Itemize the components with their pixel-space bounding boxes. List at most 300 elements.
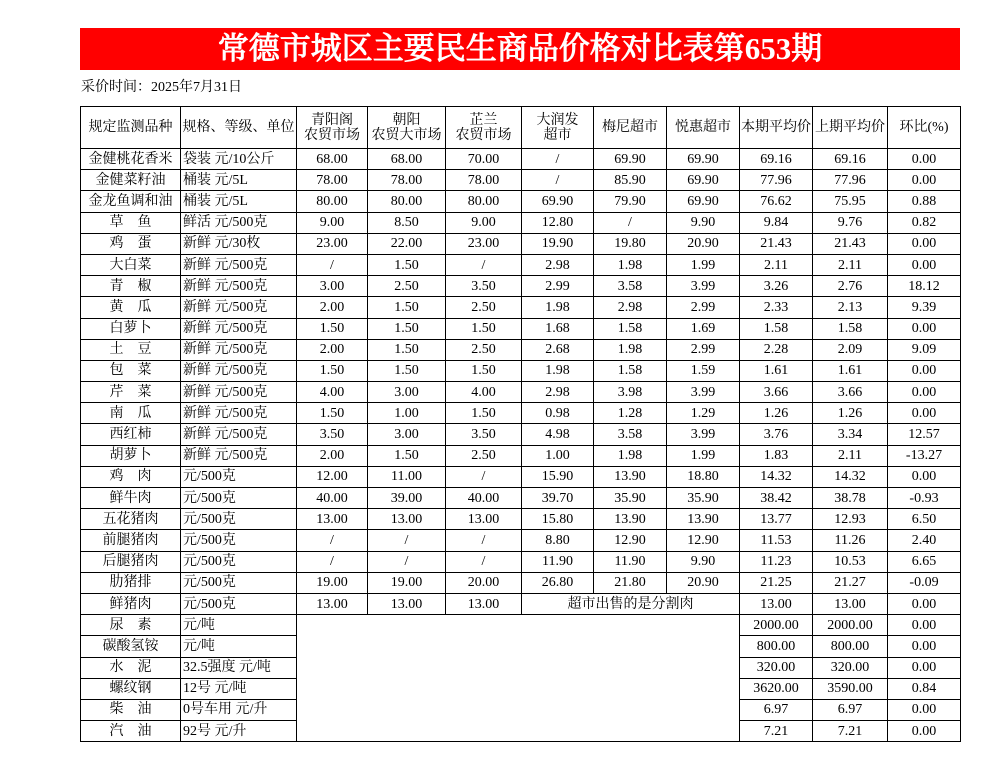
zhilan-market-price: 70.00 <box>446 149 522 170</box>
table-header <box>81 107 961 149</box>
table-row <box>81 276 961 297</box>
qingyangge-market-price: 40.00 <box>297 488 368 509</box>
previous-average-price: 9.76 <box>813 212 888 233</box>
current-average-price: 77.96 <box>740 170 813 191</box>
table-row <box>81 530 961 551</box>
change-percent: 0.88 <box>888 191 961 212</box>
header-qingyangge-market <box>297 107 368 149</box>
chaoyang-market-price: 1.50 <box>368 297 446 318</box>
header-current-average <box>740 107 813 149</box>
rt-mart-price: 1.98 <box>522 360 594 381</box>
zhilan-market-price: 13.00 <box>446 593 522 614</box>
rt-mart-price: 19.90 <box>522 233 594 254</box>
table-row <box>81 170 961 191</box>
spec-unit: 元/500克 <box>181 466 297 487</box>
change-percent: 9.39 <box>888 297 961 318</box>
chaoyang-market-price: 80.00 <box>368 191 446 212</box>
yuehui-supermarket-price: 1.99 <box>667 445 740 466</box>
qingyangge-market-price: 1.50 <box>297 318 368 339</box>
change-percent: 18.12 <box>888 276 961 297</box>
chaoyang-market-price: 13.00 <box>368 509 446 530</box>
current-average-price: 76.62 <box>740 191 813 212</box>
rt-mart-price: 2.99 <box>522 276 594 297</box>
item-name: 金健桃花香米 <box>81 149 181 170</box>
header-monitored-item-label: 规定监测品种 <box>88 120 173 135</box>
item-name: 汽 油 <box>81 721 181 742</box>
previous-average-price: 1.58 <box>813 318 888 339</box>
qingyangge-market-price: 13.00 <box>297 593 368 614</box>
zhilan-market-price: 20.00 <box>446 572 522 593</box>
rt-mart-price: 69.90 <box>522 191 594 212</box>
chaoyang-market-price: 1.50 <box>368 254 446 275</box>
spec-unit: 新鲜 元/500克 <box>181 403 297 424</box>
qingyangge-market-price: 1.50 <box>297 403 368 424</box>
rt-mart-price: 1.00 <box>522 445 594 466</box>
item-name: 鸡 肉 <box>81 466 181 487</box>
previous-average-price: 21.43 <box>813 233 888 254</box>
item-name: 芹 菜 <box>81 382 181 403</box>
meini-supermarket-price: 1.58 <box>594 318 667 339</box>
rt-mart-price: 0.98 <box>522 403 594 424</box>
rt-mart-price: 4.98 <box>522 424 594 445</box>
item-name: 尿 素 <box>81 615 181 636</box>
qingyangge-market-price: 3.50 <box>297 424 368 445</box>
current-average-price: 21.25 <box>740 572 813 593</box>
rt-mart-price: 15.80 <box>522 509 594 530</box>
table-row <box>81 551 961 572</box>
header-rt-mart-label: 超市 <box>543 127 572 143</box>
change-percent: 0.00 <box>888 721 961 742</box>
yuehui-supermarket-price: 9.90 <box>667 212 740 233</box>
yuehui-supermarket-price: 2.99 <box>667 339 740 360</box>
previous-average-price: 12.93 <box>813 509 888 530</box>
yuehui-supermarket-price: 13.90 <box>667 509 740 530</box>
zhilan-market-price: / <box>446 551 522 572</box>
qingyangge-market-price: 12.00 <box>297 466 368 487</box>
change-percent: 0.00 <box>888 233 961 254</box>
previous-average-price: 2.76 <box>813 276 888 297</box>
no-market-data-area <box>297 615 740 742</box>
previous-average-price: 2000.00 <box>813 615 888 636</box>
meini-supermarket-price: 79.90 <box>594 191 667 212</box>
rt-mart-price: 26.80 <box>522 572 594 593</box>
header-rt-mart <box>522 107 594 149</box>
zhilan-market-price: 80.00 <box>446 191 522 212</box>
previous-average-price: 2.13 <box>813 297 888 318</box>
meini-supermarket-price: 13.90 <box>594 509 667 530</box>
header-previous-average-label: 上期平均价 <box>815 120 885 135</box>
yuehui-supermarket-price: 3.99 <box>667 382 740 403</box>
header-change-percent <box>888 107 961 149</box>
chaoyang-market-price: 8.50 <box>368 212 446 233</box>
chaoyang-market-price: 3.00 <box>368 382 446 403</box>
item-name: 青 椒 <box>81 276 181 297</box>
item-name: 五花猪肉 <box>81 509 181 530</box>
spec-unit: 92号 元/升 <box>181 721 297 742</box>
item-name: 金健菜籽油 <box>81 170 181 191</box>
qingyangge-market-price: 2.00 <box>297 445 368 466</box>
current-average-price: 320.00 <box>740 657 813 678</box>
rt-mart-price: 11.90 <box>522 551 594 572</box>
chaoyang-market-price: 22.00 <box>368 233 446 254</box>
change-percent: 0.00 <box>888 636 961 657</box>
table-row <box>81 212 961 233</box>
spec-unit: 元/500克 <box>181 530 297 551</box>
item-name: 后腿猪肉 <box>81 551 181 572</box>
chaoyang-market-price: 2.50 <box>368 276 446 297</box>
yuehui-supermarket-price: 18.80 <box>667 466 740 487</box>
spec-unit: 新鲜 元/500克 <box>181 339 297 360</box>
yuehui-supermarket-price: 35.90 <box>667 488 740 509</box>
meini-supermarket-price: 3.98 <box>594 382 667 403</box>
zhilan-market-price: / <box>446 530 522 551</box>
meini-supermarket-price: 21.80 <box>594 572 667 593</box>
current-average-price: 3620.00 <box>740 678 813 699</box>
zhilan-market-price: 1.50 <box>446 403 522 424</box>
yuehui-supermarket-price: 1.29 <box>667 403 740 424</box>
table-row <box>81 191 961 212</box>
change-percent: 0.00 <box>888 593 961 614</box>
spec-unit: 元/吨 <box>181 636 297 657</box>
previous-average-price: 77.96 <box>813 170 888 191</box>
change-percent: 0.00 <box>888 170 961 191</box>
zhilan-market-price: 40.00 <box>446 488 522 509</box>
change-percent: -0.93 <box>888 488 961 509</box>
spec-unit: 桶装 元/5L <box>181 191 297 212</box>
header-change-percent-label: 环比(%) <box>899 120 949 135</box>
yuehui-supermarket-price: 12.90 <box>667 530 740 551</box>
previous-average-price: 2.11 <box>813 254 888 275</box>
change-percent: 0.00 <box>888 318 961 339</box>
spec-unit: 新鲜 元/30枚 <box>181 233 297 254</box>
change-percent: 6.50 <box>888 509 961 530</box>
header-current-average-label: 本期平均价 <box>741 120 811 135</box>
current-average-price: 2000.00 <box>740 615 813 636</box>
header-qingyangge-market-label: 青阳阁 <box>311 112 353 128</box>
table-row <box>81 593 961 614</box>
current-average-price: 9.84 <box>740 212 813 233</box>
qingyangge-market-price: 3.00 <box>297 276 368 297</box>
rt-mart-price: 2.68 <box>522 339 594 360</box>
table-row <box>81 572 961 593</box>
previous-average-price: 3.66 <box>813 382 888 403</box>
current-average-price: 3.66 <box>740 382 813 403</box>
current-average-price: 1.61 <box>740 360 813 381</box>
meini-supermarket-price: / <box>594 212 667 233</box>
header-rt-mart-label: 大润发 <box>536 112 579 128</box>
previous-average-price: 1.26 <box>813 403 888 424</box>
change-percent: 0.84 <box>888 678 961 699</box>
rt-mart-price: 1.68 <box>522 318 594 339</box>
chaoyang-market-price: 1.50 <box>368 445 446 466</box>
spec-unit: 新鲜 元/500克 <box>181 276 297 297</box>
current-average-price: 11.23 <box>740 551 813 572</box>
meini-supermarket-price: 1.98 <box>594 445 667 466</box>
change-percent: 12.57 <box>888 424 961 445</box>
yuehui-supermarket-price: 1.59 <box>667 360 740 381</box>
yuehui-supermarket-price: 3.99 <box>667 424 740 445</box>
current-average-price: 3.76 <box>740 424 813 445</box>
meini-supermarket-price: 69.90 <box>594 149 667 170</box>
current-average-price: 1.26 <box>740 403 813 424</box>
current-average-price: 2.28 <box>740 339 813 360</box>
change-percent: 0.00 <box>888 699 961 720</box>
previous-average-price: 10.53 <box>813 551 888 572</box>
item-name: 肋猪排 <box>81 572 181 593</box>
header-spec-unit <box>181 107 297 149</box>
change-percent: 0.00 <box>888 149 961 170</box>
zhilan-market-price: 78.00 <box>446 170 522 191</box>
spec-unit: 新鲜 元/500克 <box>181 360 297 381</box>
yuehui-supermarket-price: 69.90 <box>667 191 740 212</box>
current-average-price: 2.33 <box>740 297 813 318</box>
previous-average-price: 6.97 <box>813 699 888 720</box>
previous-average-price: 38.78 <box>813 488 888 509</box>
rt-mart-price: 2.98 <box>522 254 594 275</box>
current-average-price: 6.97 <box>740 699 813 720</box>
spec-unit: 新鲜 元/500克 <box>181 445 297 466</box>
change-percent: 0.00 <box>888 382 961 403</box>
header-meini-supermarket <box>594 107 667 149</box>
title-banner <box>80 28 960 70</box>
meini-supermarket-price: 12.90 <box>594 530 667 551</box>
change-percent: 0.00 <box>888 615 961 636</box>
previous-average-price: 3590.00 <box>813 678 888 699</box>
qingyangge-market-price: 1.50 <box>297 360 368 381</box>
table-row <box>81 233 961 254</box>
item-name: 南 瓜 <box>81 403 181 424</box>
previous-average-price: 75.95 <box>813 191 888 212</box>
qingyangge-market-price: 68.00 <box>297 149 368 170</box>
item-name: 鲜猪肉 <box>81 593 181 614</box>
meini-supermarket-price: 19.80 <box>594 233 667 254</box>
meini-supermarket-price: 3.58 <box>594 424 667 445</box>
survey-date: 采价时间：2025年7月31日 <box>81 80 242 95</box>
previous-average-price: 800.00 <box>813 636 888 657</box>
meini-supermarket-price: 1.58 <box>594 360 667 381</box>
table-row <box>81 254 961 275</box>
spec-unit: 桶装 元/5L <box>181 170 297 191</box>
change-percent: -0.09 <box>888 572 961 593</box>
table-row <box>81 297 961 318</box>
item-name: 包 菜 <box>81 360 181 381</box>
previous-average-price: 1.61 <box>813 360 888 381</box>
table-row <box>81 615 961 636</box>
current-average-price: 14.32 <box>740 466 813 487</box>
yuehui-supermarket-price: 3.99 <box>667 276 740 297</box>
current-average-price: 69.16 <box>740 149 813 170</box>
spec-unit: 元/500克 <box>181 572 297 593</box>
table-row <box>81 424 961 445</box>
change-percent: 0.00 <box>888 403 961 424</box>
meini-supermarket-price: 35.90 <box>594 488 667 509</box>
current-average-price: 1.58 <box>740 318 813 339</box>
table-row <box>81 339 961 360</box>
chaoyang-market-price: 1.50 <box>368 360 446 381</box>
header-chaoyang-market <box>368 107 446 149</box>
change-percent: 0.00 <box>888 657 961 678</box>
chaoyang-market-price: / <box>368 551 446 572</box>
table-row <box>81 149 961 170</box>
change-percent: 2.40 <box>888 530 961 551</box>
item-name: 碳酸氢铵 <box>81 636 181 657</box>
spec-unit: 12号 元/吨 <box>181 678 297 699</box>
current-average-price: 3.26 <box>740 276 813 297</box>
spec-unit: 元/500克 <box>181 509 297 530</box>
meini-supermarket-price: 11.90 <box>594 551 667 572</box>
rt-mart-price: 2.98 <box>522 382 594 403</box>
zhilan-market-price: 2.50 <box>446 339 522 360</box>
yuehui-supermarket-price: 1.69 <box>667 318 740 339</box>
previous-average-price: 2.09 <box>813 339 888 360</box>
item-name: 黄 瓜 <box>81 297 181 318</box>
qingyangge-market-price: 2.00 <box>297 297 368 318</box>
zhilan-market-price: 3.50 <box>446 424 522 445</box>
qingyangge-market-price: / <box>297 254 368 275</box>
change-percent: 0.00 <box>888 466 961 487</box>
meini-supermarket-price: 1.98 <box>594 254 667 275</box>
zhilan-market-price: 13.00 <box>446 509 522 530</box>
page-title: 常德市城区主要民生商品价格对比表第653期 <box>217 31 823 66</box>
zhilan-market-price: 1.50 <box>446 360 522 381</box>
previous-average-price: 13.00 <box>813 593 888 614</box>
spec-unit: 新鲜 元/500克 <box>181 254 297 275</box>
header-yuehui-supermarket <box>667 107 740 149</box>
header-zhilan-market-label: 芷兰 <box>469 112 498 128</box>
spec-unit: 新鲜 元/500克 <box>181 382 297 403</box>
supermarket-note: 超市出售的是分割肉 <box>522 593 740 614</box>
qingyangge-market-price: 2.00 <box>297 339 368 360</box>
yuehui-supermarket-price: 2.99 <box>667 297 740 318</box>
spec-unit: 0号车用 元/升 <box>181 699 297 720</box>
header-chaoyang-market-label: 朝阳 <box>392 112 421 128</box>
table-row <box>81 403 961 424</box>
header-qingyangge-market-label: 农贸市场 <box>304 127 360 143</box>
current-average-price: 13.00 <box>740 593 813 614</box>
previous-average-price: 2.11 <box>813 445 888 466</box>
change-percent: 0.00 <box>888 360 961 381</box>
table-row <box>81 509 961 530</box>
change-percent: 9.09 <box>888 339 961 360</box>
yuehui-supermarket-price: 20.90 <box>667 233 740 254</box>
zhilan-market-price: 2.50 <box>446 445 522 466</box>
item-name: 螺纹钢 <box>81 678 181 699</box>
rt-mart-price: 8.80 <box>522 530 594 551</box>
item-name: 西红柿 <box>81 424 181 445</box>
item-name: 柴 油 <box>81 699 181 720</box>
change-percent: -13.27 <box>888 445 961 466</box>
chaoyang-market-price: 13.00 <box>368 593 446 614</box>
previous-average-price: 14.32 <box>813 466 888 487</box>
qingyangge-market-price: 23.00 <box>297 233 368 254</box>
chaoyang-market-price: 39.00 <box>368 488 446 509</box>
spec-unit: 元/吨 <box>181 615 297 636</box>
item-name: 大白菜 <box>81 254 181 275</box>
yuehui-supermarket-price: 69.90 <box>667 170 740 191</box>
header-chaoyang-market-label: 农贸大市场 <box>371 127 442 143</box>
spec-unit: 元/500克 <box>181 593 297 614</box>
previous-average-price: 7.21 <box>813 721 888 742</box>
table-row <box>81 445 961 466</box>
price-comparison-table <box>80 106 961 742</box>
header-zhilan-market <box>446 107 522 149</box>
qingyangge-market-price: 19.00 <box>297 572 368 593</box>
current-average-price: 2.11 <box>740 254 813 275</box>
previous-average-price: 320.00 <box>813 657 888 678</box>
chaoyang-market-price: / <box>368 530 446 551</box>
item-name: 鸡 蛋 <box>81 233 181 254</box>
item-name: 金龙鱼调和油 <box>81 191 181 212</box>
spec-unit: 新鲜 元/500克 <box>181 424 297 445</box>
meini-supermarket-price: 13.90 <box>594 466 667 487</box>
qingyangge-market-price: / <box>297 530 368 551</box>
header-zhilan-market-label: 农贸市场 <box>455 127 512 143</box>
chaoyang-market-price: 1.50 <box>368 339 446 360</box>
qingyangge-market-price: 9.00 <box>297 212 368 233</box>
qingyangge-market-price: 80.00 <box>297 191 368 212</box>
spec-unit: 元/500克 <box>181 551 297 572</box>
qingyangge-market-price: 4.00 <box>297 382 368 403</box>
current-average-price: 7.21 <box>740 721 813 742</box>
header-meini-supermarket-label: 梅尼超市 <box>602 120 658 135</box>
previous-average-price: 69.16 <box>813 149 888 170</box>
header-row <box>81 107 961 149</box>
rt-mart-price: 15.90 <box>522 466 594 487</box>
item-name: 胡萝卜 <box>81 445 181 466</box>
previous-average-price: 3.34 <box>813 424 888 445</box>
change-percent: 0.82 <box>888 212 961 233</box>
meini-supermarket-price: 1.98 <box>594 339 667 360</box>
spec-unit: 袋装 元/10公斤 <box>181 149 297 170</box>
chaoyang-market-price: 78.00 <box>368 170 446 191</box>
rt-mart-price: / <box>522 149 594 170</box>
header-previous-average <box>813 107 888 149</box>
item-name: 前腿猪肉 <box>81 530 181 551</box>
item-name: 鲜牛肉 <box>81 488 181 509</box>
table-row <box>81 382 961 403</box>
spec-unit: 鲜活 元/500克 <box>181 212 297 233</box>
change-percent: 6.65 <box>888 551 961 572</box>
item-name: 白萝卜 <box>81 318 181 339</box>
yuehui-supermarket-price: 20.90 <box>667 572 740 593</box>
meini-supermarket-price: 85.90 <box>594 170 667 191</box>
yuehui-supermarket-price: 9.90 <box>667 551 740 572</box>
table-body <box>81 149 961 742</box>
current-average-price: 1.83 <box>740 445 813 466</box>
current-average-price: 11.53 <box>740 530 813 551</box>
item-name: 草 鱼 <box>81 212 181 233</box>
chaoyang-market-price: 1.00 <box>368 403 446 424</box>
qingyangge-market-price: / <box>297 551 368 572</box>
zhilan-market-price: 3.50 <box>446 276 522 297</box>
rt-mart-price: 1.98 <box>522 297 594 318</box>
spec-unit: 新鲜 元/500克 <box>181 318 297 339</box>
header-spec-unit-label: 规格、等级、单位 <box>182 120 295 135</box>
rt-mart-price: 39.70 <box>522 488 594 509</box>
previous-average-price: 11.26 <box>813 530 888 551</box>
table-row <box>81 488 961 509</box>
yuehui-supermarket-price: 69.90 <box>667 149 740 170</box>
meini-supermarket-price: 2.98 <box>594 297 667 318</box>
zhilan-market-price: 23.00 <box>446 233 522 254</box>
meini-supermarket-price: 3.58 <box>594 276 667 297</box>
current-average-price: 13.77 <box>740 509 813 530</box>
zhilan-market-price: / <box>446 254 522 275</box>
rt-mart-price: / <box>522 170 594 191</box>
yuehui-supermarket-price: 1.99 <box>667 254 740 275</box>
zhilan-market-price: 1.50 <box>446 318 522 339</box>
change-percent: 0.00 <box>888 254 961 275</box>
